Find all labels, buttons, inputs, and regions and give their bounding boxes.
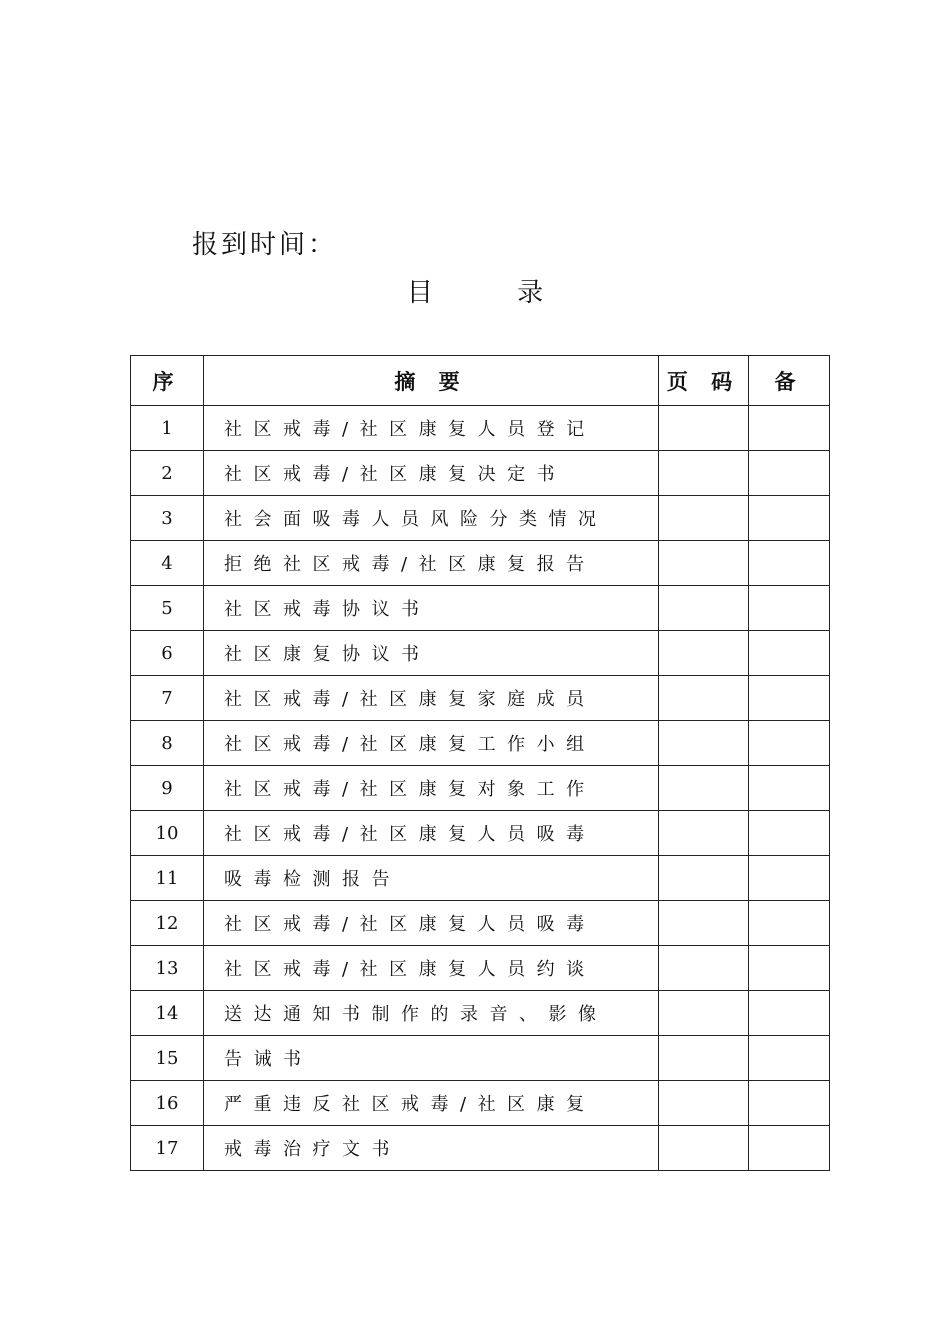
table-row: [131, 766, 830, 811]
row-note: [749, 586, 830, 631]
row-summary: 社区戒毒/社区康复人员吸毒: [204, 811, 659, 856]
row-number: 2: [131, 451, 204, 496]
row-page-number: [659, 811, 749, 856]
table-row: [131, 1036, 830, 1081]
table-row: [131, 586, 830, 631]
row-note: [749, 946, 830, 991]
row-page-number: [659, 721, 749, 766]
row-note: [749, 766, 830, 811]
row-number: 14: [131, 991, 204, 1036]
row-note: [749, 541, 830, 586]
row-note: [749, 496, 830, 541]
table-row: [131, 721, 830, 766]
row-page-number: [659, 1126, 749, 1171]
row-page-number: [659, 991, 749, 1036]
row-number: 16: [131, 1081, 204, 1126]
row-summary: 戒毒治疗文书: [204, 1126, 659, 1171]
table-row: [131, 991, 830, 1036]
row-note: [749, 811, 830, 856]
row-summary: 社区戒毒/社区康复决定书: [204, 451, 659, 496]
row-note: [749, 451, 830, 496]
table-row: [131, 541, 830, 586]
row-note: [749, 1081, 830, 1126]
row-page-number: [659, 856, 749, 901]
row-page-number: [659, 451, 749, 496]
row-summary: 社区戒毒/社区康复人员约谈: [204, 946, 659, 991]
row-summary: 严重违反社区戒毒/社区康复: [204, 1081, 659, 1126]
row-summary: 吸毒检测报告: [204, 856, 659, 901]
row-note: [749, 676, 830, 721]
row-summary: 社区戒毒/社区康复家庭成员: [204, 676, 659, 721]
row-page-number: [659, 586, 749, 631]
column-header-number: 序: [131, 356, 204, 406]
row-note: [749, 721, 830, 766]
table-row: [131, 856, 830, 901]
row-page-number: [659, 406, 749, 451]
row-note: [749, 991, 830, 1036]
row-summary: 社区戒毒/社区康复工作小组: [204, 721, 659, 766]
row-number: 1: [131, 406, 204, 451]
table-of-contents: [130, 355, 830, 1171]
row-summary: 拒绝社区戒毒/社区康复报告: [204, 541, 659, 586]
row-number: 12: [131, 901, 204, 946]
table-header-row: [131, 356, 830, 406]
table-row: [131, 811, 830, 856]
table-row: [131, 1081, 830, 1126]
row-summary: 社区戒毒协议书: [204, 586, 659, 631]
row-note: [749, 1036, 830, 1081]
row-page-number: [659, 766, 749, 811]
row-number: 11: [131, 856, 204, 901]
table-row: [131, 631, 830, 676]
row-summary: 社区戒毒/社区康复对象工作: [204, 766, 659, 811]
row-page-number: [659, 676, 749, 721]
row-number: 15: [131, 1036, 204, 1081]
row-page-number: [659, 1081, 749, 1126]
row-summary: 社区戒毒/社区康复人员吸毒: [204, 901, 659, 946]
column-header-note: 备: [749, 356, 830, 406]
row-number: 7: [131, 676, 204, 721]
table-row: [131, 1126, 830, 1171]
row-page-number: [659, 901, 749, 946]
row-page-number: [659, 946, 749, 991]
row-number: 4: [131, 541, 204, 586]
document-title: 目 录: [406, 278, 582, 308]
row-page-number: [659, 541, 749, 586]
row-page-number: [659, 631, 749, 676]
report-time-label: 报到时间：: [192, 230, 338, 260]
row-summary: 社会面吸毒人员风险分类情况: [204, 496, 659, 541]
row-note: [749, 901, 830, 946]
row-number: 8: [131, 721, 204, 766]
row-note: [749, 406, 830, 451]
row-number: 6: [131, 631, 204, 676]
row-summary: 社区戒毒/社区康复人员登记: [204, 406, 659, 451]
row-note: [749, 631, 830, 676]
row-number: 13: [131, 946, 204, 991]
column-header-page: 页 码: [659, 356, 749, 406]
row-summary: 告诫书: [204, 1036, 659, 1081]
row-number: 10: [131, 811, 204, 856]
row-summary: 社区康复协议书: [204, 631, 659, 676]
row-page-number: [659, 496, 749, 541]
row-summary: 送达通知书制作的录音、影像: [204, 991, 659, 1036]
row-number: 3: [131, 496, 204, 541]
row-number: 17: [131, 1126, 204, 1171]
row-note: [749, 1126, 830, 1171]
table-row: [131, 451, 830, 496]
table-body: [131, 406, 830, 1171]
table-row: [131, 406, 830, 451]
row-number: 5: [131, 586, 204, 631]
row-note: [749, 856, 830, 901]
table-row: [131, 496, 830, 541]
column-header-summary: 摘 要: [204, 356, 659, 406]
row-number: 9: [131, 766, 204, 811]
table-row: [131, 901, 830, 946]
table-row: [131, 676, 830, 721]
table-row: [131, 946, 830, 991]
row-page-number: [659, 1036, 749, 1081]
